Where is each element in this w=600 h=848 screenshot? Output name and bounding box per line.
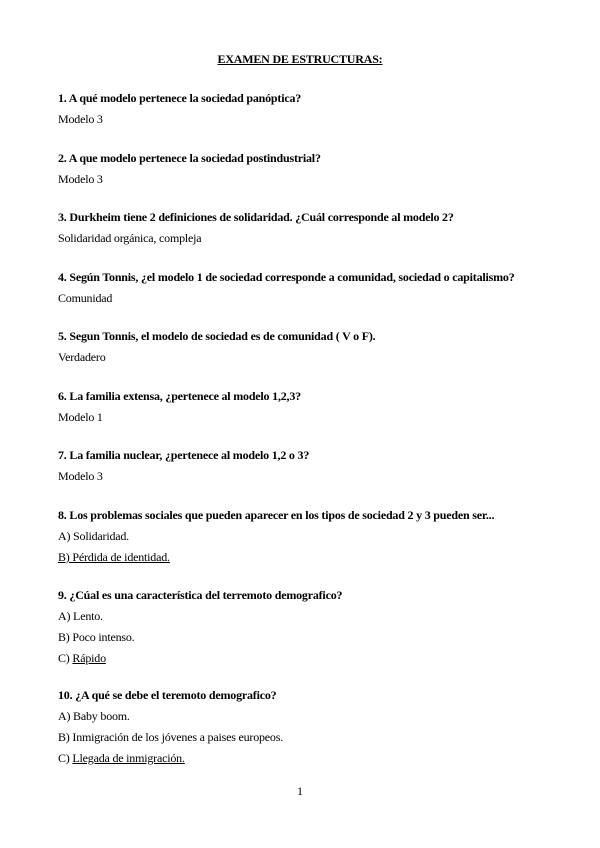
answer-text: Modelo 3 <box>58 112 103 126</box>
question-9 <box>58 588 558 666</box>
answer-text: Modelo 3 <box>58 172 103 186</box>
option-prefix: C) <box>58 751 73 765</box>
option-b: B) Inmigración de los jóvenes a paises europeos. <box>58 730 284 744</box>
question-text: 1. A qué modelo pertenece la sociedad panóptica? <box>58 91 302 105</box>
option-c-correct: Llegada de inmigración. <box>72 751 185 765</box>
exam-title: EXAMEN DE ESTRUCTURAS: <box>217 52 383 66</box>
question-text: 8. Los problemas sociales que pueden aparecer en los tipos de sociedad 2 y 3 pueden ser... <box>58 508 495 522</box>
question-4 <box>58 270 558 306</box>
question-text: 10. ¿A qué se debe el teremoto demografico? <box>58 688 277 702</box>
question-text: 9. ¿Cúal es una característica del terremoto demografico? <box>58 588 343 602</box>
answer-text: Modelo 1 <box>58 410 103 424</box>
question-7 <box>58 448 558 484</box>
option-b: B) Poco intenso. <box>58 630 135 644</box>
question-2 <box>58 151 558 187</box>
option-c-correct: Rápido <box>72 651 106 665</box>
answer-text: Modelo 3 <box>58 469 103 483</box>
question-5 <box>58 329 558 365</box>
answer-text: Verdadero <box>58 350 106 364</box>
question-text: 2. A que modelo pertenece la sociedad postindustrial? <box>58 151 321 165</box>
question-10 <box>58 688 558 766</box>
option-c <box>58 751 558 766</box>
option-b-correct: B) Pérdida de identidad. <box>58 550 170 564</box>
question-text: 3. Durkheim tiene 2 definiciones de solidaridad. ¿Cuál corresponde al modelo 2? <box>58 210 454 224</box>
option-prefix: C) <box>58 651 73 665</box>
question-1 <box>58 91 558 127</box>
option-a: A) Lento. <box>58 609 103 623</box>
question-3 <box>58 210 558 246</box>
question-6 <box>58 389 558 425</box>
option-a: A) Baby boom. <box>58 709 130 723</box>
option-a: A) Solidaridad. <box>58 529 129 543</box>
question-8 <box>58 508 558 565</box>
page-number: 1 <box>297 784 303 798</box>
answer-text: Comunidad <box>58 291 113 305</box>
option-c <box>58 651 558 666</box>
question-text: 4. Según Tonnis, ¿el modelo 1 de sociedad corresponde a comunidad, sociedad o capitalismo? <box>58 270 515 284</box>
question-text: 7. La familia nuclear, ¿pertenece al modelo 1,2 o 3? <box>58 448 310 462</box>
answer-text: Solidaridad orgánica, compleja <box>58 231 202 245</box>
question-text: 5. Segun Tonnis, el modelo de sociedad es de comunidad ( V o F). <box>58 329 376 343</box>
question-text: 6. La familia extensa, ¿pertenece al modelo 1,2,3? <box>58 389 301 403</box>
